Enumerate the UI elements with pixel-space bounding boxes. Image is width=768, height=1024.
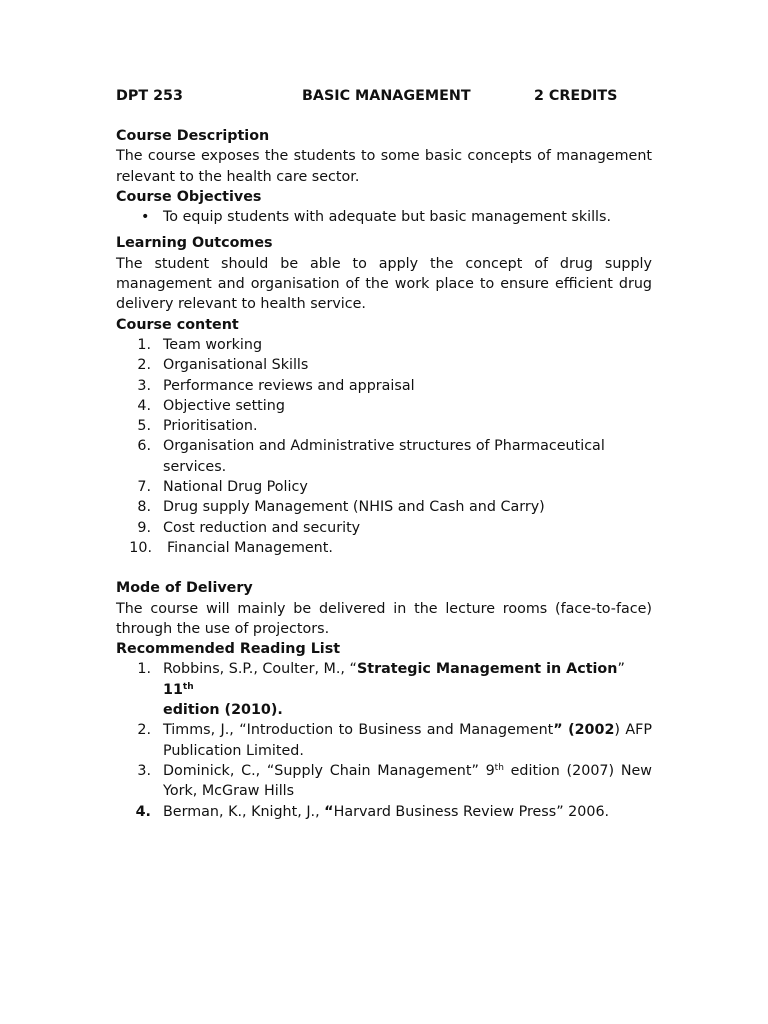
item-number: 9.	[137, 519, 151, 536]
list-item	[116, 477, 652, 497]
item-text: Financial Management.	[167, 539, 333, 556]
reference-authors: Timms, J.,	[163, 722, 240, 739]
reference-title: Strategic Management in Action	[356, 661, 618, 678]
item-text: Organisation and Administrative structures of Pharmaceutical services.	[163, 438, 605, 475]
list-item	[116, 396, 652, 416]
course-description-text: The course exposes the students to some basic concepts of management relevant to the health care sector.	[116, 148, 652, 185]
list-item	[116, 376, 652, 396]
item-text: Performance reviews and appraisal	[163, 377, 415, 394]
list-item	[116, 659, 652, 720]
learning-outcomes-heading: Learning Outcomes	[116, 235, 273, 252]
item-number: 10.	[129, 539, 152, 556]
course-code: DPT 253	[116, 88, 183, 104]
item-text: National Drug Policy	[163, 479, 308, 496]
item-number: 6.	[137, 438, 151, 455]
edition-text: edition (2010).	[163, 702, 283, 719]
open-quote: “	[349, 661, 357, 678]
item-text: Prioritisation.	[163, 418, 258, 435]
list-item	[116, 720, 652, 761]
item-text: Cost reduction and security	[163, 519, 361, 536]
reference-authors: Berman, K., Knight, J.,	[163, 803, 325, 820]
course-title: BASIC MANAGEMENT	[302, 88, 471, 104]
item-number: 2.	[137, 357, 151, 374]
list-item	[116, 802, 652, 822]
item-number: 1.	[137, 661, 151, 678]
reference-title: “Supply Chain Management” 9	[266, 762, 495, 779]
reference-authors: Robbins, S.P., Coulter, M.,	[163, 661, 350, 678]
item-number: 3.	[137, 377, 151, 394]
close-quote: ”	[617, 661, 625, 678]
course-objectives-heading: Course Objectives	[116, 188, 262, 205]
reference-authors: Dominick, C.,	[163, 762, 267, 779]
list-item	[116, 355, 652, 375]
edition-suffix: th	[182, 681, 194, 692]
year-close: )	[614, 722, 620, 739]
course-objectives-list	[116, 207, 652, 227]
reading-list-heading: Recommended Reading List	[116, 641, 341, 658]
list-item	[116, 416, 652, 436]
objective-text: To equip students with adequate but basic management skills.	[163, 209, 612, 226]
item-number: 3.	[137, 762, 151, 779]
course-content-heading: Course content	[116, 316, 239, 333]
mode-of-delivery-heading: Mode of Delivery	[116, 580, 253, 597]
edition-number: 11	[163, 681, 183, 698]
list-item	[116, 335, 652, 355]
item-text: Drug supply Management (NHIS and Cash and Carry)	[163, 499, 545, 516]
course-content-list	[116, 335, 652, 558]
document-content	[116, 86, 652, 822]
item-number: 1.	[137, 336, 151, 353]
edition-suffix: th	[494, 762, 504, 773]
reference-year: (2002	[568, 722, 615, 739]
mode-of-delivery-text: The course will mainly be delivered in the lecture rooms (face-to-face) through the use of projectors.	[116, 600, 652, 637]
list-item	[116, 207, 652, 227]
learning-outcomes-text: The student should be able to apply the concept of drug supply management and organisation of the work place to ensure efficient drug delivery relevant to health service.	[116, 255, 652, 313]
reference-rest: edition (2007) New York, McGraw Hills	[163, 762, 652, 800]
reference-title: “Introduction to Business and Management	[239, 722, 554, 739]
item-number: 5.	[137, 418, 151, 435]
course-credits: 2 CREDITS	[534, 88, 618, 104]
close-quote: ”	[553, 722, 563, 739]
list-item	[116, 497, 652, 517]
item-text: Team working	[163, 336, 263, 353]
list-item	[116, 761, 652, 802]
reading-list	[116, 659, 652, 821]
open-quote: “	[324, 803, 334, 820]
item-number: 4.	[135, 803, 151, 820]
bullet-icon: •	[141, 209, 150, 226]
item-text: Organisational Skills	[163, 357, 309, 374]
item-number: 2.	[137, 722, 151, 739]
list-item	[116, 436, 652, 477]
list-item	[116, 518, 652, 538]
item-number: 7.	[137, 479, 151, 496]
course-header	[116, 86, 652, 106]
item-text: Objective setting	[163, 397, 285, 414]
reference-publisher: AFP Publication Limited.	[163, 722, 653, 759]
list-item	[116, 538, 652, 558]
reference-rest: Harvard Business Review Press” 2006.	[333, 803, 610, 820]
course-description-heading: Course Description	[116, 128, 270, 144]
item-number: 8.	[137, 499, 151, 516]
item-number: 4.	[137, 397, 151, 414]
